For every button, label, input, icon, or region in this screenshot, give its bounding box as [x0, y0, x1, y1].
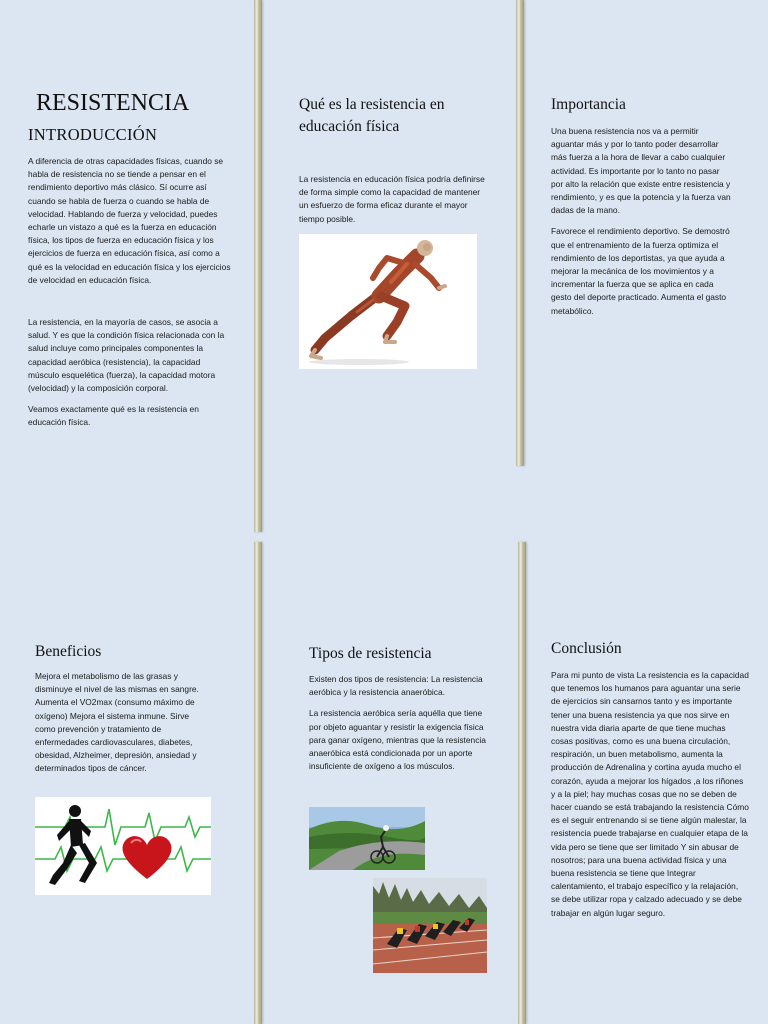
running-muscle-figure-icon	[299, 234, 477, 369]
fold-divider-bottom-left	[254, 542, 262, 1024]
panel-importancia	[551, 96, 737, 318]
conclusion-heading: Conclusión	[551, 640, 622, 657]
sprinters-image	[373, 878, 487, 973]
que-es-heading: Qué es la resistencia en educación física	[299, 96, 445, 135]
panel-que-es	[299, 94, 493, 226]
importancia-paragraph-1: Una buena resistencia nos va a permitir aguantar más y por lo tanto poder desarrollar más fuerza a la hora de llevar a cabo cualquier actividad. Es importante por lo tanto no pasar por alto la relación que existe entre resistencia y rendimiento, y es que la potencia y la fuerza van dadas de la mano.	[551, 126, 731, 216]
panel-beneficios	[35, 643, 207, 776]
document-title: RESISTENCIA	[36, 90, 190, 116]
beneficios-heading: Beneficios	[35, 643, 102, 660]
panel-tipos	[309, 645, 491, 773]
fold-divider-top-left	[254, 0, 262, 532]
fold-divider-bottom-right	[518, 542, 526, 1024]
panel-conclusion	[551, 640, 751, 920]
que-es-paragraph: La resistencia en educación física podría definirse de forma simple como la capacidad de mantener un esfuerzo de forma eficaz durante el mayor tiempo posible.	[299, 174, 485, 224]
intro-heading: INTRODUCCIÓN	[28, 125, 158, 144]
conclusion-paragraph: Para mi punto de vista La resistencia es la capacidad que tenemos los humanos para aguantar una serie de ejercicios sin cansarnos tanto y es importante tener una buena resistencia ya que nos sirve en nuestra vida diaria aparte de que tiene muchas cosas positivas, como es una buena circulación, respiración, un buen metabolismo, aumenta la producción de Adrenalina y cortina ayuda mucho el corazón, ayuda a mejorar los hígados ,a los riñones y a la piel; hay muchas cosas que no se deben de hacer cuando se está trabajando la resistencia Cómo es el seguir entrenando si se tiene algún malestar, la resistencia puede trabajarse en cualquier etapa de la vida pero se tiene que ser limitado Y sin abusar de nosotros; para una buena actividad física y una buena resistencia se tiene que Integrar calentamiento, el trabajo específico y la relajación, se debe utilizar ropa y calzado adecuado y se debe trabajar en algún lugar seguro.	[551, 670, 749, 918]
intro-paragraph-3: Veamos exactamente qué es la resistencia en educación física.	[28, 404, 199, 428]
intro-paragraph-2: La resistencia, en la mayoría de casos, se asocia a salud. Y es que la condición física relacionada con la salud incluye como principales componentes la capacidad aeróbica (resistencia), la capacidad músculo esquelética (fuerza), la capacidad motora (velocidad) y la composición corporal.	[28, 317, 225, 394]
heart-runner-image	[35, 797, 211, 895]
tipos-heading: Tipos de resistencia	[309, 645, 432, 662]
importancia-paragraph-2: Favorece el rendimiento deportivo. Se demostró que el entrenamiento de la fuerza optimiza el rendimiento de los deportistas, ya que ayuda a mejorar la mecánica de los movimientos y a incrementar la fuerza que se aplica en cada gesto del deporte practicado. Aumenta el gasto metabólico.	[551, 226, 730, 316]
tipos-paragraph-2: La resistencia aeróbica sería aquélla que tiene por objeto aguantar y resistir la exigencia física para ganar oxígeno, mientras que la resistencia anaeróbica está condicionada por un aporte insuficiente de oxígeno a los músculos.	[309, 708, 486, 772]
beneficios-paragraph: Mejora el metabolismo de las grasas y disminuye el nivel de las mismas en sangre. Aumenta el VO2max (consumo máximo de oxígeno) Mejora el sistema inmune. Sirve como prevención y tratamiento de enfermedades cardiovasculares, diabetes, obesidad, Alzheimer, depresión, ansiedad y determinados tipos de cáncer.	[35, 671, 199, 774]
intro-paragraph-1: A diferencia de otras capacidades físicas, cuando se habla de resistencia no se tiende a pensar en el rendimiento deportivo más clásico. Sí ocurre así cuando se habla de fuerza o cuando se habla de velocidad. Hablando de fuerza y velocidad, puedes echarle un vistazo a qué es la fuerza en educación física, los tipos de fuerza en educación física y los ejercicios de fuerza en educación física, así como a qué es la velocidad en educación física y los ejercicios de velocidad en educación física.	[28, 156, 231, 285]
importancia-heading: Importancia	[551, 96, 626, 113]
cyclist-image	[309, 807, 425, 870]
muscle-runner-image	[299, 234, 477, 369]
panel-introduccion	[28, 90, 232, 430]
sprinters-track-icon	[373, 878, 487, 973]
runner-heart-ecg-icon	[35, 797, 211, 895]
tipos-paragraph-1: Existen dos tipos de resistencia: La resistencia aeróbica y la resistencia anaeróbica.	[309, 674, 483, 698]
cyclist-road-icon	[309, 807, 425, 870]
fold-divider-top-right	[516, 0, 524, 466]
